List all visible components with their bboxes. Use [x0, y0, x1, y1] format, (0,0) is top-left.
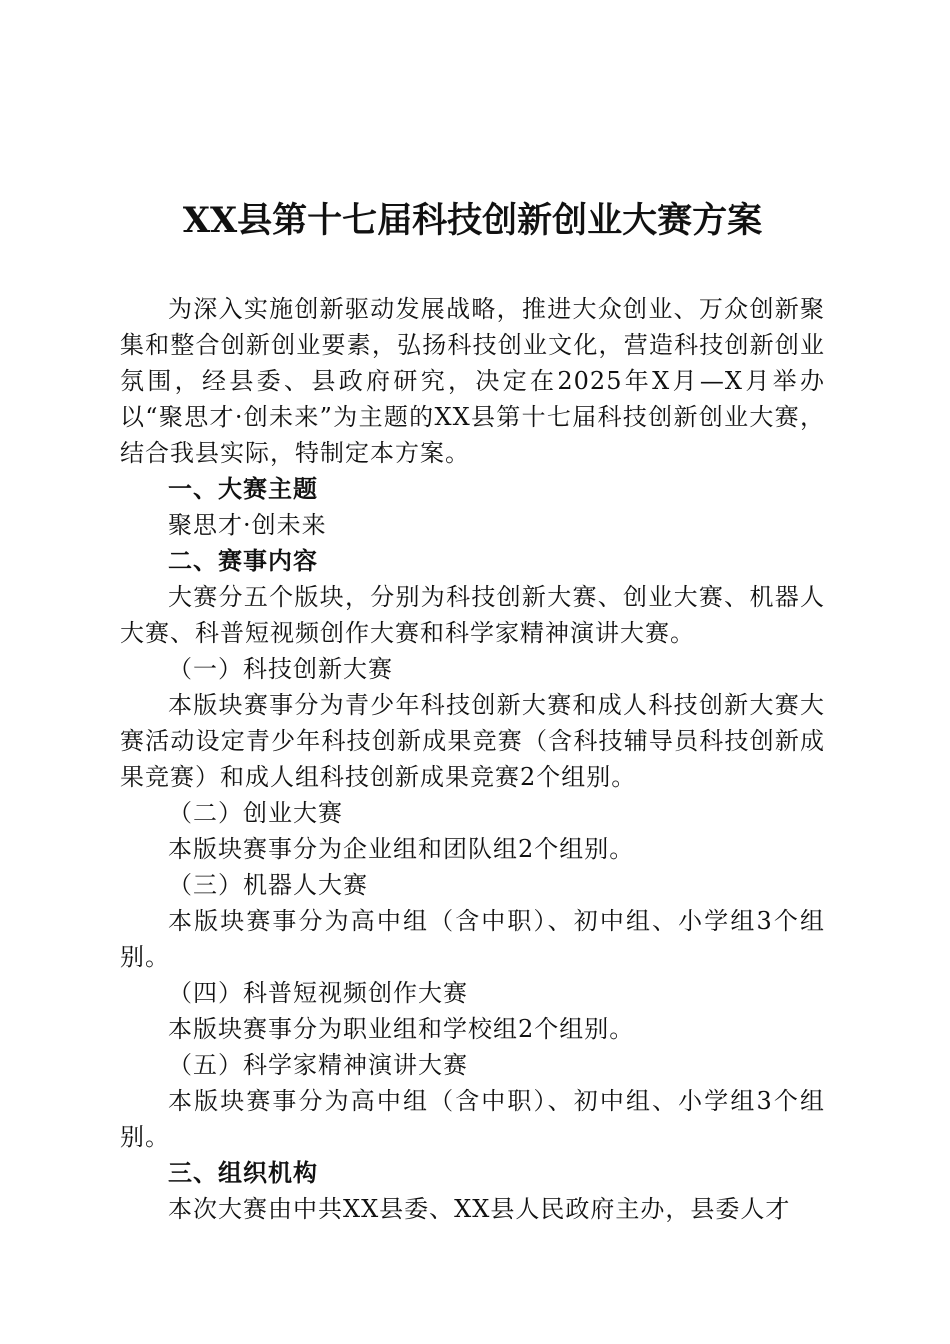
document-title: XX县第十七届科技创新创业大赛方案: [182, 200, 763, 241]
subsection-text-short-video: 本版块赛事分为职业组和学校组2个组别。: [168, 1015, 635, 1043]
section-text-organization: 本次大赛由中共XX县委、XX县人民政府主办，县委人才: [168, 1195, 791, 1223]
subsection-text-speech: 本版块赛事分为高中组（含中职）、初中组、小学组3个组别。: [120, 1087, 825, 1151]
document-body: [120, 291, 825, 1227]
subsection-heading-short-video: （四）科普短视频创作大赛: [168, 979, 468, 1007]
subsection-heading-tech-innovation: （一）科技创新大赛: [168, 655, 393, 683]
subsection-text-robot: 本版块赛事分为高中组（含中职）、初中组、小学组3个组别。: [120, 907, 825, 971]
section-heading-content: 二、赛事内容: [168, 547, 318, 575]
subsection-text-startup: 本版块赛事分为企业组和团队组2个组别。: [168, 835, 635, 863]
section-text-theme: 聚思才·创未来: [168, 511, 327, 539]
subsection-text-tech-innovation: 本版块赛事分为青少年科技创新大赛和成人科技创新大赛大赛活动设定青少年科技创新成果竞赛（含科技辅导员科技创新成果竞赛）和成人组科技创新成果竞赛2个组别。: [120, 691, 825, 791]
intro-paragraph: 为深入实施创新驱动发展战略，推进大众创业、万众创新聚集和整合创新创业要素，弘扬科技创业文化，营造科技创新创业氛围，经县委、县政府研究，决定在2025年X月—X月举办以“聚思才·创未来”为主题的XX县第十七届科技创新创业大赛，结合我县实际，特制定本方案。: [120, 295, 825, 467]
subsection-heading-robot: （三）机器人大赛: [168, 871, 368, 899]
section-heading-theme: 一、大赛主题: [168, 475, 318, 503]
section-heading-organization: 三、组织机构: [168, 1159, 318, 1187]
subsection-heading-startup: （二）创业大赛: [168, 799, 343, 827]
section-text-content: 大赛分五个版块，分别为科技创新大赛、创业大赛、机器人大赛、科普短视频创作大赛和科学家精神演讲大赛。: [120, 583, 825, 647]
subsection-heading-speech: （五）科学家精神演讲大赛: [168, 1051, 468, 1079]
